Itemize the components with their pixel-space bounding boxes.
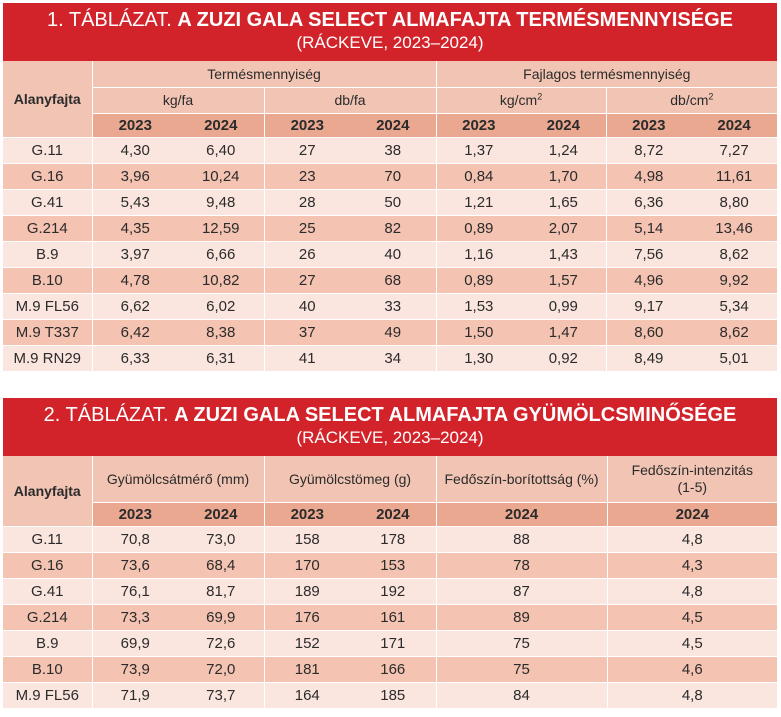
value-cell: 158: [264, 526, 350, 552]
value-cell: 37: [264, 319, 350, 345]
value-cell: 1,21: [436, 189, 521, 215]
rootstock-cell: G.41: [3, 578, 92, 604]
unit-header-pcs-per-tree: db/fa: [264, 87, 436, 113]
value-cell: 5,14: [606, 215, 691, 241]
year-header: 2023: [92, 502, 178, 526]
rootstock-cell: M.9 FL56: [3, 682, 92, 708]
unit-header-pcs-per-cm2: $db/cm^2$: [606, 87, 777, 113]
value-cell: 69,9: [178, 604, 264, 630]
rootstock-cell: B.10: [3, 656, 92, 682]
rootstock-cell: G.11: [3, 526, 92, 552]
table-row: [3, 682, 777, 708]
value-cell: 84: [436, 682, 607, 708]
table-row: [3, 656, 777, 682]
value-cell: 8,72: [606, 137, 691, 163]
value-cell: 6,42: [92, 319, 178, 345]
value-cell: 4,8: [607, 526, 777, 552]
value-cell: 78: [436, 552, 607, 578]
rootstock-cell: G.11: [3, 137, 92, 163]
table-title: [3, 9, 777, 32]
value-cell: 4,8: [607, 578, 777, 604]
value-cell: 9,17: [606, 293, 691, 319]
value-cell: 7,27: [691, 137, 777, 163]
value-cell: 192: [350, 578, 436, 604]
group-header-specific-yield: Fajlagos termésmennyiség: [436, 61, 777, 87]
value-cell: 11,61: [691, 163, 777, 189]
value-cell: 1,57: [521, 267, 606, 293]
value-cell: 6,62: [92, 293, 178, 319]
value-cell: 164: [264, 682, 350, 708]
value-cell: 6,66: [178, 241, 264, 267]
value-cell: 73,7: [178, 682, 264, 708]
col-header-fruit-diameter: Gyümölcsátmérő (mm): [92, 456, 264, 502]
year-header: 2024: [350, 113, 436, 137]
value-cell: 6,31: [178, 345, 264, 371]
value-cell: 7,56: [606, 241, 691, 267]
value-cell: 27: [264, 137, 350, 163]
value-cell: 0,92: [521, 345, 606, 371]
value-cell: 33: [350, 293, 436, 319]
value-cell: 73,9: [92, 656, 178, 682]
value-cell: 1,37: [436, 137, 521, 163]
value-cell: 73,0: [178, 526, 264, 552]
value-cell: 40: [264, 293, 350, 319]
value-cell: 75: [436, 656, 607, 682]
value-cell: 1,47: [521, 319, 606, 345]
value-cell: 87: [436, 578, 607, 604]
value-cell: 26: [264, 241, 350, 267]
value-cell: 185: [350, 682, 436, 708]
value-cell: 176: [264, 604, 350, 630]
col-header-color-intensity: Fedőszín-intenzitás (1-5): [607, 456, 777, 502]
year-header: 2023: [264, 113, 350, 137]
rootstock-cell: G.214: [3, 604, 92, 630]
value-cell: 10,82: [178, 267, 264, 293]
table-subtitle: (RÁCKEVE, 2023–2024): [296, 33, 484, 52]
value-cell: 0,89: [436, 267, 521, 293]
value-cell: 76,1: [92, 578, 178, 604]
table-row: [3, 552, 777, 578]
year-header: 2024: [178, 502, 264, 526]
value-cell: 5,34: [691, 293, 777, 319]
rootstock-cell: M.9 RN29: [3, 345, 92, 371]
value-cell: 72,6: [178, 630, 264, 656]
value-cell: 50: [350, 189, 436, 215]
table-subtitle: (RÁCKEVE, 2023–2024): [296, 428, 484, 447]
row-header: Alanyfajta: [3, 456, 92, 526]
value-cell: 27: [264, 267, 350, 293]
value-cell: 73,3: [92, 604, 178, 630]
value-cell: 161: [350, 604, 436, 630]
value-cell: 6,33: [92, 345, 178, 371]
year-header: 2023: [92, 113, 178, 137]
rootstock-cell: G.41: [3, 189, 92, 215]
table-row: [3, 578, 777, 604]
rootstock-cell: B.9: [3, 630, 92, 656]
value-cell: 4,35: [92, 215, 178, 241]
table-row: [3, 526, 777, 552]
value-cell: 4,30: [92, 137, 178, 163]
table-row: [3, 137, 777, 163]
value-cell: 2,07: [521, 215, 606, 241]
table-title: [3, 404, 777, 427]
rootstock-cell: M.9 FL56: [3, 293, 92, 319]
value-cell: 4,5: [607, 630, 777, 656]
year-header: 2023: [264, 502, 350, 526]
table-row: [3, 604, 777, 630]
value-cell: 68,4: [178, 552, 264, 578]
year-header: 2024: [350, 502, 436, 526]
value-cell: 1,24: [521, 137, 606, 163]
value-cell: 1,30: [436, 345, 521, 371]
value-cell: 170: [264, 552, 350, 578]
value-cell: 6,02: [178, 293, 264, 319]
value-cell: 73,6: [92, 552, 178, 578]
table-yield: [3, 3, 777, 371]
table-row: [3, 189, 777, 215]
value-cell: 0,84: [436, 163, 521, 189]
rootstock-cell: B.10: [3, 267, 92, 293]
value-cell: 6,40: [178, 137, 264, 163]
value-cell: 10,24: [178, 163, 264, 189]
yield-data-table: [3, 61, 777, 371]
value-cell: 4,6: [607, 656, 777, 682]
rootstock-cell: M.9 T337: [3, 319, 92, 345]
value-cell: 166: [350, 656, 436, 682]
value-cell: 69,9: [92, 630, 178, 656]
table-row: [3, 345, 777, 371]
value-cell: 28: [264, 189, 350, 215]
value-cell: 4,98: [606, 163, 691, 189]
table-row: [3, 215, 777, 241]
value-cell: 81,7: [178, 578, 264, 604]
value-cell: 1,65: [521, 189, 606, 215]
table-number: 2. TÁBLÁZAT.: [43, 404, 169, 426]
value-cell: 25: [264, 215, 350, 241]
table-row: [3, 630, 777, 656]
table-number: 1. TÁBLÁZAT.: [46, 9, 172, 31]
value-cell: 1,43: [521, 241, 606, 267]
value-cell: 75: [436, 630, 607, 656]
value-cell: 34: [350, 345, 436, 371]
year-header: 2024: [521, 113, 606, 137]
year-header: 2024: [691, 113, 777, 137]
value-cell: 0,89: [436, 215, 521, 241]
value-cell: 5,01: [691, 345, 777, 371]
table-fruit-quality: [3, 398, 777, 708]
value-cell: 5,43: [92, 189, 178, 215]
col-header-color-coverage: Fedőszín-borítottság (%): [436, 456, 607, 502]
value-cell: 9,92: [691, 267, 777, 293]
value-cell: 153: [350, 552, 436, 578]
value-cell: 8,62: [691, 241, 777, 267]
value-cell: 8,49: [606, 345, 691, 371]
col-header-fruit-weight: Gyümölcstömeg (g): [264, 456, 436, 502]
table-row: [3, 267, 777, 293]
quality-data-table: [3, 456, 777, 708]
year-header: 2024: [436, 502, 607, 526]
value-cell: 1,53: [436, 293, 521, 319]
rootstock-cell: G.16: [3, 552, 92, 578]
value-cell: 23: [264, 163, 350, 189]
rootstock-cell: G.214: [3, 215, 92, 241]
value-cell: 8,80: [691, 189, 777, 215]
group-header-yield: Termésmennyiség: [92, 61, 436, 87]
value-cell: 72,0: [178, 656, 264, 682]
table-row: [3, 319, 777, 345]
value-cell: 8,60: [606, 319, 691, 345]
year-header: 2023: [606, 113, 691, 137]
value-cell: 88: [436, 526, 607, 552]
value-cell: 181: [264, 656, 350, 682]
value-cell: 82: [350, 215, 436, 241]
value-cell: 189: [264, 578, 350, 604]
value-cell: 12,59: [178, 215, 264, 241]
value-cell: 8,62: [691, 319, 777, 345]
value-cell: 4,3: [607, 552, 777, 578]
value-cell: 1,70: [521, 163, 606, 189]
value-cell: 40: [350, 241, 436, 267]
row-header: Alanyfajta: [3, 61, 92, 137]
table-row: [3, 293, 777, 319]
value-cell: 171: [350, 630, 436, 656]
unit-header-kg-per-cm2: $kg/cm^2$: [436, 87, 606, 113]
value-cell: 1,50: [436, 319, 521, 345]
value-cell: 38: [350, 137, 436, 163]
table-row: [3, 163, 777, 189]
year-header: 2024: [178, 113, 264, 137]
table-name: A ZUZI GALA SELECT ALMAFAJTA GYÜMÖLCSMINŐSÉGE: [174, 404, 737, 426]
table-title-banner: [3, 3, 777, 61]
rootstock-cell: G.16: [3, 163, 92, 189]
unit-header-kg-per-tree: kg/fa: [92, 87, 264, 113]
value-cell: 41: [264, 345, 350, 371]
value-cell: 0,99: [521, 293, 606, 319]
value-cell: 89: [436, 604, 607, 630]
value-cell: 4,5: [607, 604, 777, 630]
value-cell: 70: [350, 163, 436, 189]
value-cell: 3,97: [92, 241, 178, 267]
table-name: A ZUZI GALA SELECT ALMAFAJTA TERMÉSMENNYISÉGE: [177, 9, 733, 31]
table-row: [3, 241, 777, 267]
value-cell: 9,48: [178, 189, 264, 215]
value-cell: 152: [264, 630, 350, 656]
value-cell: 70,8: [92, 526, 178, 552]
value-cell: 6,36: [606, 189, 691, 215]
value-cell: 8,38: [178, 319, 264, 345]
table-title-banner: [3, 398, 777, 456]
value-cell: 4,78: [92, 267, 178, 293]
value-cell: 3,96: [92, 163, 178, 189]
value-cell: 178: [350, 526, 436, 552]
value-cell: 68: [350, 267, 436, 293]
value-cell: 13,46: [691, 215, 777, 241]
year-header: 2023: [436, 113, 521, 137]
value-cell: 49: [350, 319, 436, 345]
value-cell: 4,96: [606, 267, 691, 293]
value-cell: 1,16: [436, 241, 521, 267]
value-cell: 4,8: [607, 682, 777, 708]
rootstock-cell: B.9: [3, 241, 92, 267]
year-header: 2024: [607, 502, 777, 526]
value-cell: 71,9: [92, 682, 178, 708]
